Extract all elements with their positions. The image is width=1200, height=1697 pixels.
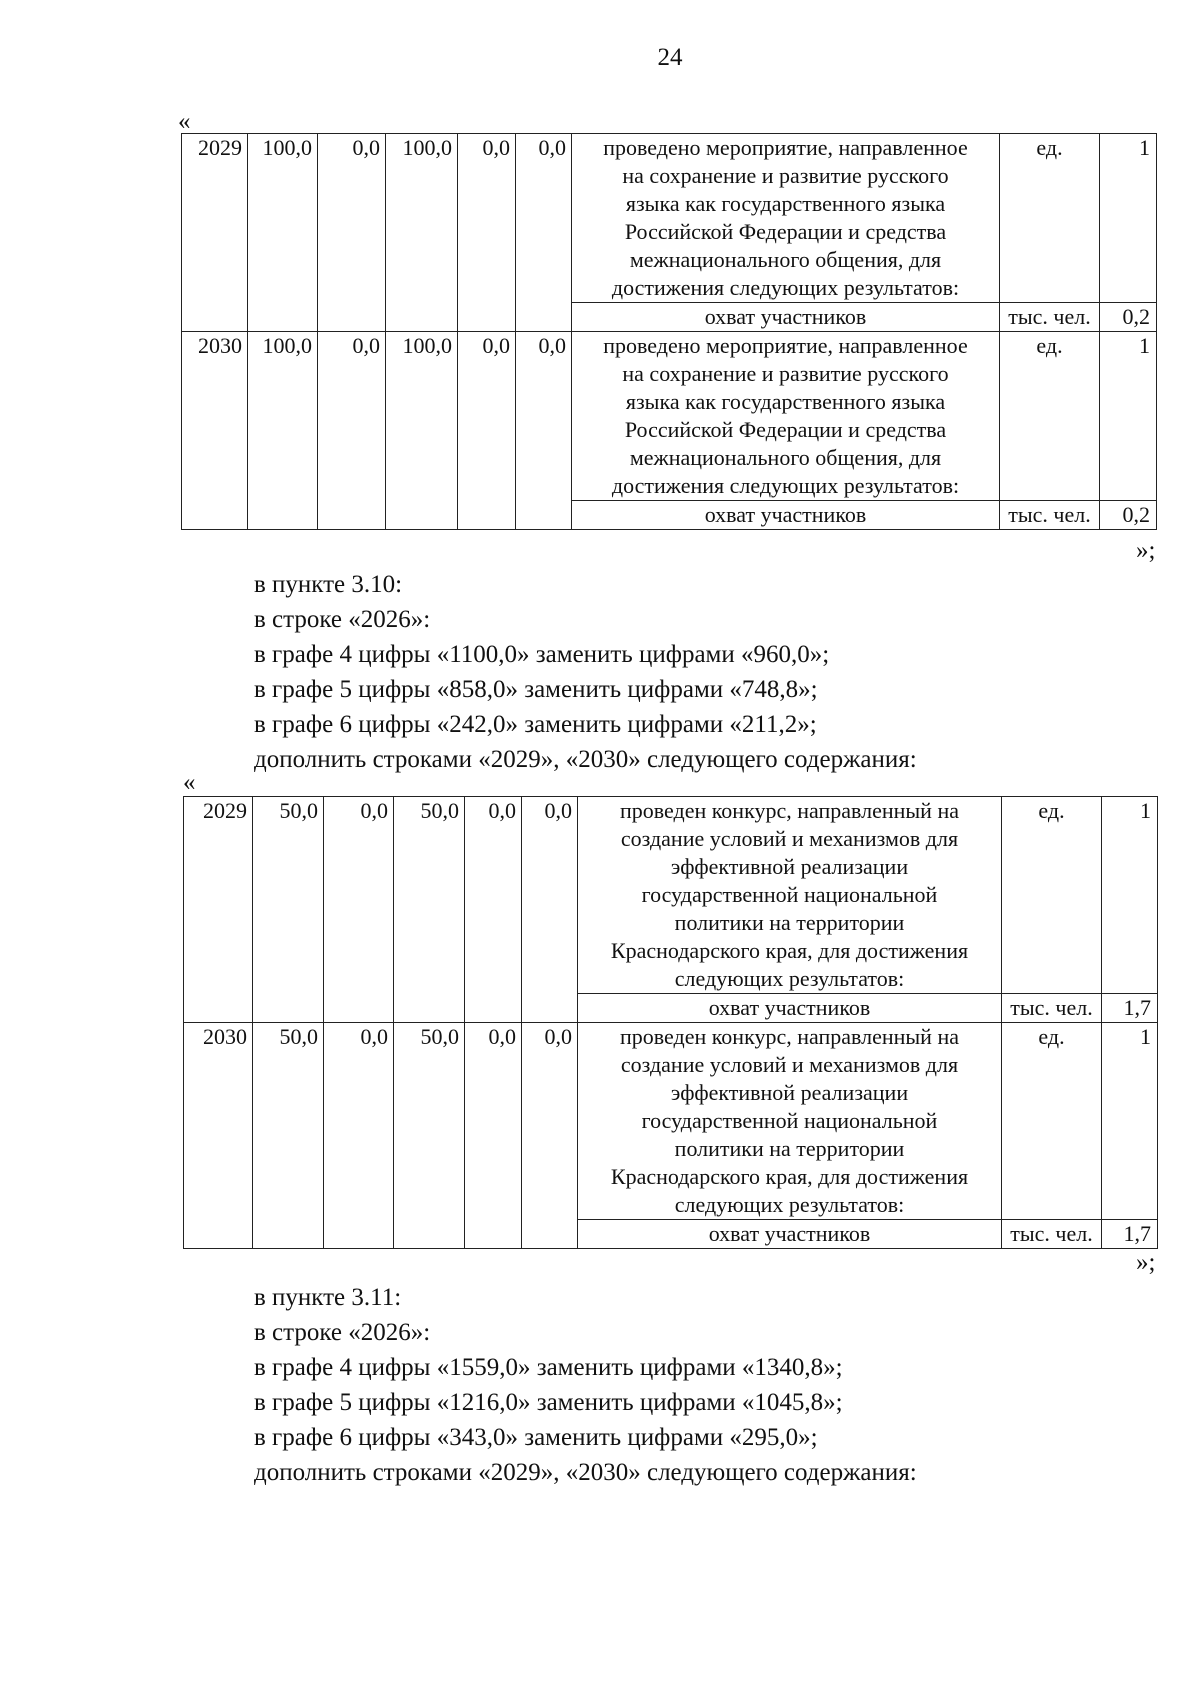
table-row: [182, 332, 1157, 501]
table-cell: 100,0: [248, 134, 318, 332]
indicator-value-cell: 1,7: [1102, 994, 1158, 1023]
text-line: в пункте 3.11:: [254, 1284, 402, 1311]
indicator-value-cell: 0,2: [1100, 501, 1157, 530]
unit-cell: ед.: [1002, 1023, 1102, 1220]
table-cell: 0,0: [324, 1023, 394, 1249]
unit-cell: ед.: [1000, 134, 1100, 303]
text-line: в графе 6 цифры «242,0» заменить цифрами «211,2»;: [254, 711, 817, 738]
indicator-unit-cell: тыс. чел.: [1000, 303, 1100, 332]
table-cell: 50,0: [394, 1023, 465, 1249]
table-cell: 0,0: [522, 1023, 578, 1249]
text-line: в графе 6 цифры «343,0» заменить цифрами «295,0»;: [254, 1424, 818, 1451]
page-number: 24: [657, 44, 683, 71]
description-cell: проведен конкурс, направленный на создание условий и механизмов для эффективной реализации государственной национальной политики на территории Краснодарского края, для достижения следующих результатов:: [578, 1023, 1002, 1220]
open-quote: «: [178, 108, 191, 135]
text-line: в строке «2026»:: [254, 606, 431, 633]
value-cell: 1: [1100, 332, 1157, 501]
year-cell: 2029: [184, 797, 253, 1023]
text-line: в графе 5 цифры «1216,0» заменить цифрами «1045,8»;: [254, 1389, 843, 1416]
table-cell: 0,0: [516, 134, 572, 332]
amendment-text-3-11: [254, 1280, 917, 1490]
year-cell: 2030: [182, 332, 248, 530]
indicator-value-cell: 0,2: [1100, 303, 1157, 332]
indicator-cell: охват участников: [578, 1220, 1002, 1249]
text-line: дополнить строками «2029», «2030» следующего содержания:: [254, 746, 917, 773]
table-cell: 50,0: [253, 1023, 324, 1249]
amendment-table-2: [183, 796, 1158, 1249]
value-cell: 1: [1102, 797, 1158, 994]
table-row: [184, 797, 1158, 994]
text-line: в графе 5 цифры «858,0» заменить цифрами «748,8»;: [254, 676, 818, 703]
close-quote: »;: [1136, 1249, 1156, 1276]
description-cell: проведено мероприятие, направленное на сохранение и развитие русского языка как государственного языка Российской Федерации и средства межнационального общения, для достижения следующих результатов:: [572, 134, 1000, 303]
indicator-cell: охват участников: [578, 994, 1002, 1023]
table-cell: 50,0: [394, 797, 465, 1023]
amendment-text-3-10: [254, 567, 917, 777]
indicator-unit-cell: тыс. чел.: [1002, 1220, 1102, 1249]
table-row: [182, 134, 1157, 303]
unit-cell: ед.: [1000, 332, 1100, 501]
indicator-unit-cell: тыс. чел.: [1000, 501, 1100, 530]
indicator-value-cell: 1,7: [1102, 1220, 1158, 1249]
table-cell: 100,0: [386, 332, 458, 530]
description-cell: проведен конкурс, направленный на создание условий и механизмов для эффективной реализации государственной национальной политики на территории Краснодарского края, для достижения следующих результатов:: [578, 797, 1002, 994]
text-line: в графе 4 цифры «1100,0» заменить цифрами «960,0»;: [254, 641, 830, 668]
indicator-unit-cell: тыс. чел.: [1002, 994, 1102, 1023]
unit-cell: ед.: [1002, 797, 1102, 994]
table-cell: 0,0: [318, 134, 386, 332]
table-cell: 100,0: [386, 134, 458, 332]
table-cell: 50,0: [253, 797, 324, 1023]
open-quote: «: [183, 769, 196, 796]
text-line: в графе 4 цифры «1559,0» заменить цифрами «1340,8»;: [254, 1354, 843, 1381]
table-cell: 0,0: [516, 332, 572, 530]
description-cell: проведено мероприятие, направленное на сохранение и развитие русского языка как государственного языка Российской Федерации и средства межнационального общения, для достижения следующих результатов:: [572, 332, 1000, 501]
table-cell: 0,0: [465, 1023, 522, 1249]
table-cell: 0,0: [318, 332, 386, 530]
table-cell: 100,0: [248, 332, 318, 530]
year-cell: 2029: [182, 134, 248, 332]
indicator-cell: охват участников: [572, 501, 1000, 530]
table-cell: 0,0: [458, 134, 516, 332]
amendment-table-1: [181, 133, 1157, 530]
text-line: в пункте 3.10:: [254, 571, 403, 598]
table-cell: 0,0: [458, 332, 516, 530]
close-quote: »;: [1136, 537, 1156, 564]
indicator-cell: охват участников: [572, 303, 1000, 332]
table-row: [184, 1023, 1158, 1220]
table-cell: 0,0: [522, 797, 578, 1023]
text-line: в строке «2026»:: [254, 1319, 431, 1346]
year-cell: 2030: [184, 1023, 253, 1249]
table-cell: 0,0: [324, 797, 394, 1023]
value-cell: 1: [1100, 134, 1157, 303]
table-cell: 0,0: [465, 797, 522, 1023]
value-cell: 1: [1102, 1023, 1158, 1220]
text-line: дополнить строками «2029», «2030» следующего содержания:: [254, 1459, 917, 1486]
